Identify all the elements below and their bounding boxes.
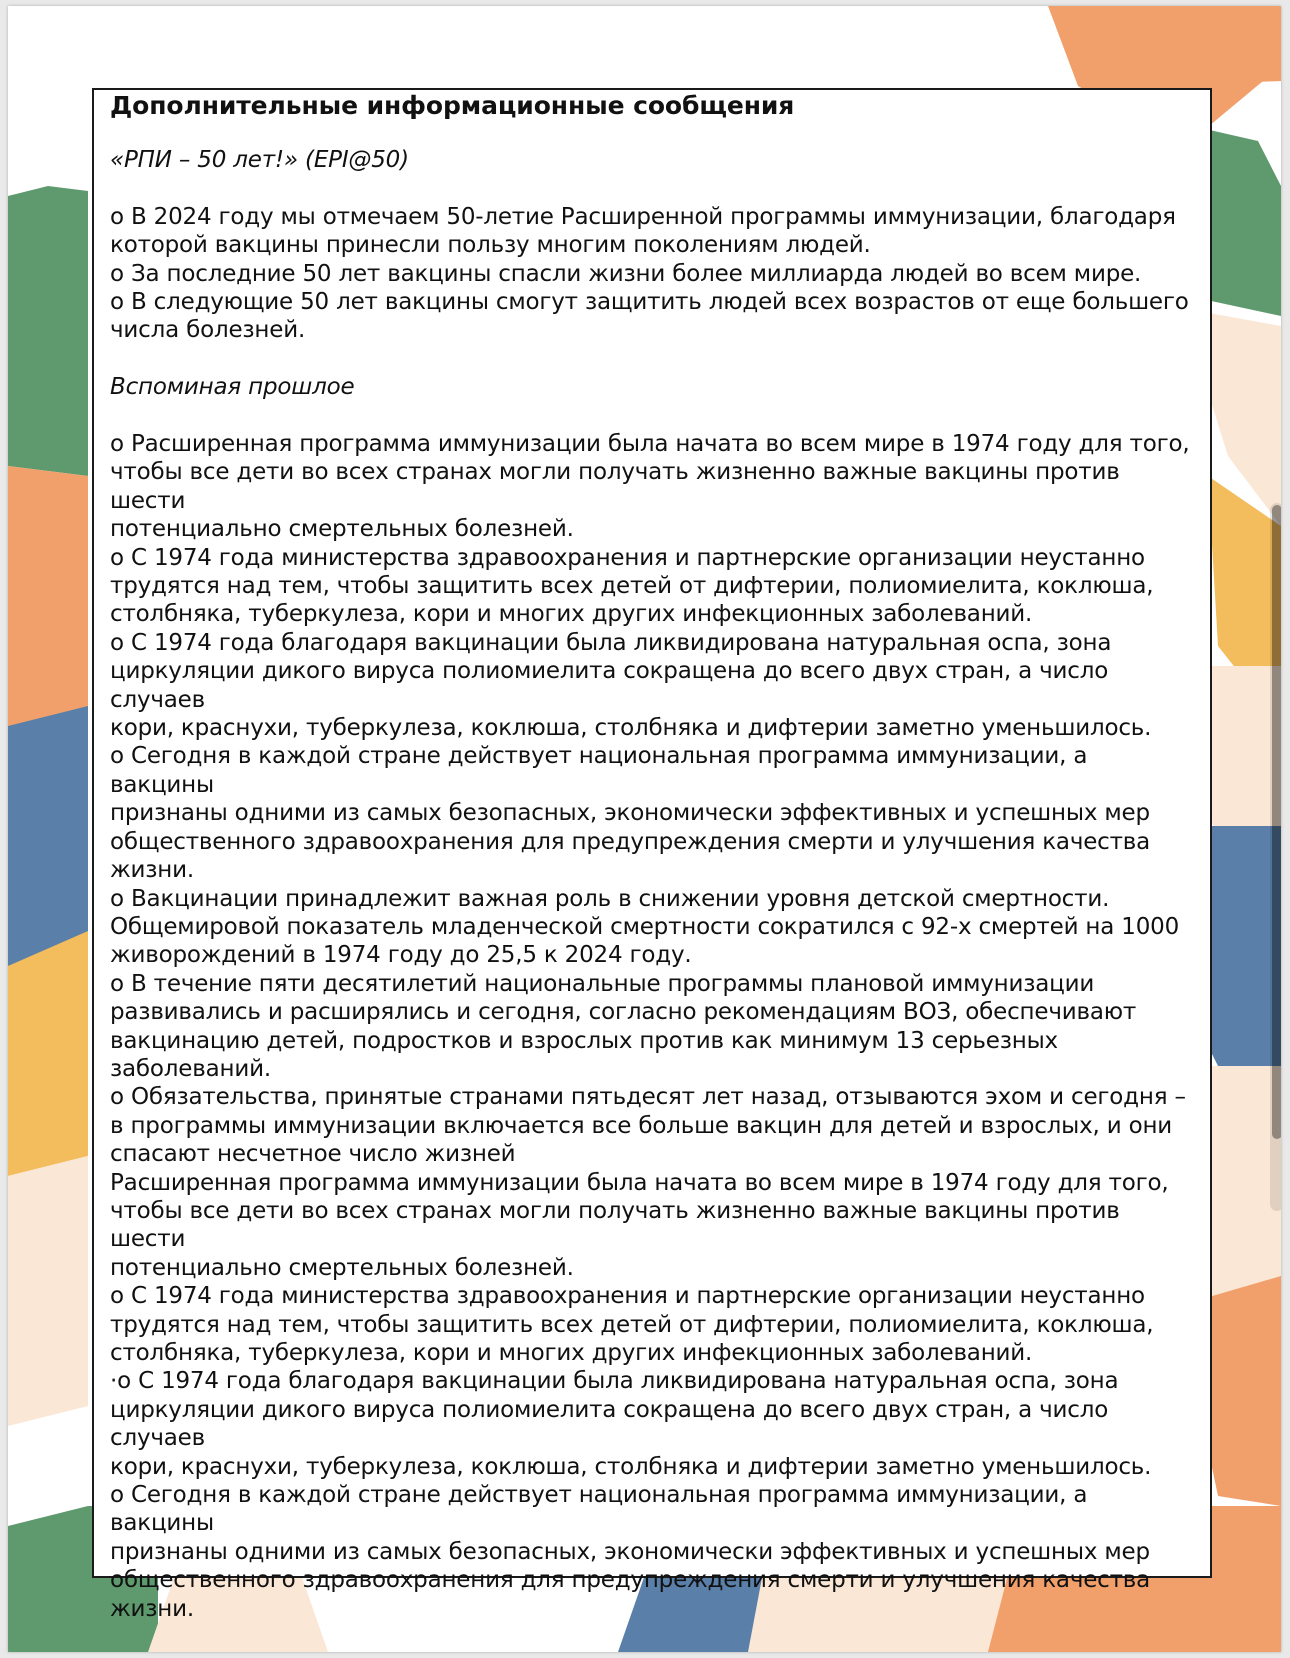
body-line: столбняка, туберкулеза, кори и многих других инфекционных заболеваний. bbox=[110, 1340, 1033, 1367]
body-line: вакцинацию детей, подростков и взрослых против как минимум 13 серьезных bbox=[110, 1027, 1058, 1054]
document-page bbox=[8, 6, 1281, 1652]
body-line: живорождений в 1974 году до 25,5 к 2024 году. bbox=[110, 942, 692, 969]
body-line: o С 1974 года благодаря вакцинации была ликвидирована натуральная оспа, зона bbox=[110, 629, 1112, 656]
body-line: потенциально смертельных болезней. bbox=[110, 1254, 574, 1281]
body-text-block bbox=[110, 430, 1194, 1623]
body-line: ·o С 1974 года благодаря вакцинации была ликвидирована натуральная оспа, зона bbox=[110, 1368, 1119, 1395]
body-line: развивались и расширялись и сегодня, согласно рекомендациям ВОЗ, обеспечивают bbox=[110, 999, 1137, 1026]
blue-shape bbox=[8, 706, 88, 966]
peach-shape bbox=[8, 1156, 88, 1426]
body-line: спасают несчетное число жизней bbox=[110, 1141, 516, 1168]
document-heading: Дополнительные информационные сообщения bbox=[110, 91, 795, 120]
content-textbox bbox=[92, 88, 1212, 1622]
body-line: кори, краснухи, туберкулеза, коклюша, столбняка и дифтерии заметно уменьшилось. bbox=[110, 1453, 1152, 1480]
body-line: заболеваний. bbox=[110, 1055, 271, 1082]
body-line: кори, краснухи, туберкулеза, коклюша, столбняка и дифтерии заметно уменьшилось. bbox=[110, 715, 1152, 742]
body-line: признаны одними из самых безопасных, экономически эффективных и успешных мер bbox=[110, 1538, 1150, 1565]
body-line: o С 1974 года министерства здравоохранения и партнерские организации неустанно bbox=[110, 1283, 1145, 1310]
scrollbar-thumb[interactable] bbox=[1272, 505, 1281, 1139]
body-line: o Сегодня в каждой стране действует национальная программа иммунизации, а вакцины bbox=[110, 1482, 1088, 1537]
body-line: чтобы все дети во всех странах могли получать жизненно важные вакцины против шести bbox=[110, 1197, 1120, 1253]
body-line: трудятся над тем, чтобы защитить всех детей от дифтерии, полиомиелита, коклюша, bbox=[110, 573, 1154, 600]
orange-shape bbox=[8, 466, 88, 726]
green-shape bbox=[8, 186, 88, 476]
body-line: o Обязательства, принятые странами пятьдесят лет назад, отзываются эхом и сегодня – bbox=[110, 1084, 1186, 1111]
intro-list bbox=[110, 203, 1194, 345]
intro-line: которой вакцины принесли пользу многим поколениям людей. bbox=[110, 232, 871, 259]
intro-line: числа болезней. bbox=[110, 317, 306, 344]
body-line: столбняка, туберкулеза, кори и многих других инфекционных заболеваний. bbox=[110, 601, 1033, 628]
body-line: трудятся над тем, чтобы защитить всех детей от дифтерии, полиомиелита, коклюша, bbox=[110, 1311, 1154, 1338]
body-line: o С 1974 года министерства здравоохранения и партнерские организации неустанно bbox=[110, 544, 1145, 571]
body-line: чтобы все дети во всех странах могли получать жизненно важные вакцины против шести bbox=[110, 459, 1120, 514]
body-line: o Вакцинации принадлежит важная роль в снижении уровня детской смертности. bbox=[110, 885, 1110, 912]
body-line: потенциально смертельных болезней. bbox=[110, 516, 574, 543]
intro-line: o За последние 50 лет вакцины спасли жизни более миллиарда людей во всем мире. bbox=[110, 260, 1142, 287]
section-title: Вспоминая прошлое bbox=[110, 374, 355, 401]
intro-line: o В следующие 50 лет вакцины смогут защитить людей всех возрастов от еще большего bbox=[110, 289, 1189, 316]
body-line: Общемировой показатель младенческой смертности сократился с 92-х смертей на 1000 bbox=[110, 913, 1180, 940]
document-subtitle: «РПИ – 50 лет!» (EPI@50) bbox=[110, 147, 409, 173]
body-line: циркуляции дикого вируса полиомиелита сокращена до всего двух стран, а число случаев bbox=[110, 1396, 1109, 1452]
body-line: признаны одними из самых безопасных, экономически эффективных и успешных мер bbox=[110, 800, 1150, 827]
yellow-shape bbox=[8, 931, 88, 1176]
body-line: общественного здравоохранения для предупреждения смерти и улучшения качества bbox=[110, 828, 1151, 855]
body-line: o Расширенная программа иммунизации была начата во всем мире в 1974 году для того, bbox=[110, 431, 1190, 458]
body-line: общественного здравоохранения для предупреждения смерти и улучшения качества bbox=[110, 1567, 1151, 1594]
body-line: жизни. bbox=[110, 857, 194, 884]
body-line: o В течение пяти десятилетий национальные программы плановой иммунизации bbox=[110, 970, 1095, 997]
body-line: o Сегодня в каждой стране действует национальная программа иммунизации, а вакцины bbox=[110, 743, 1088, 798]
body-line: циркуляции дикого вируса полиомиелита сокращена до всего двух стран, а число случаев bbox=[110, 658, 1109, 713]
vertical-scrollbar[interactable] bbox=[1270, 503, 1281, 1211]
body-line: Расширенная программа иммунизации была начата во всем мире в 1974 году для того, bbox=[110, 1169, 1169, 1196]
intro-line: o В 2024 году мы отмечаем 50-летие Расширенной программы иммунизации, благодаря bbox=[110, 203, 1176, 230]
body-line: в программы иммунизации включается все больше вакцин для детей и взрослых, и они bbox=[110, 1112, 1173, 1139]
body-line: жизни. bbox=[110, 1595, 194, 1622]
